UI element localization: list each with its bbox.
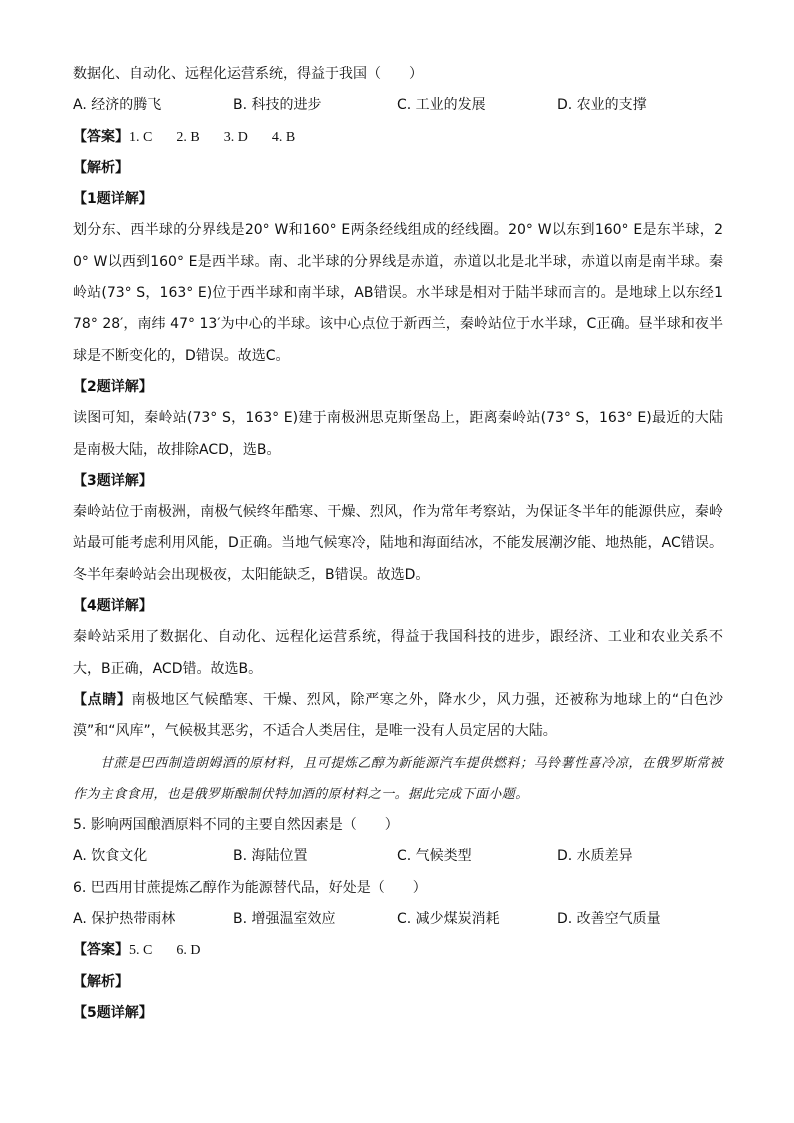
question-6-option-c: C. 减少煤炭消耗	[397, 911, 500, 928]
tip-text: 南极地区气候酷寒、干燥、烈风，除严寒之外，降水少，风力强，还被称为地球上的“白色沙漠”和“风库”，气候极其恶劣，不适合人类居住，是唯一没有人员定居的大陆。	[73, 691, 723, 740]
answer-line-2	[73, 935, 723, 966]
question-4-option-d: D. 农业的支撑	[557, 97, 647, 114]
answer-item: 4. B	[271, 129, 296, 145]
answer-item: 1. C	[129, 129, 153, 145]
question-5-stem: 5. 影响两国酿酒原料不同的主要自然因素是（ ）	[73, 817, 399, 834]
tip-label: 【点睛】	[73, 691, 132, 708]
detail-5-heading: 【5题详解】	[73, 1004, 153, 1021]
question-4-stem: 数据化、自动化、远程化运营系统，得益于我国（ ）	[73, 66, 423, 82]
question-4-option-a: A. 经济的腾飞	[73, 97, 162, 114]
question-5-option-a: A. 饮食文化	[73, 848, 148, 865]
question-5-option-d: D. 水质差异	[557, 848, 633, 865]
answer-line-1	[73, 122, 723, 153]
answer-item: 6. D	[176, 943, 201, 959]
detail-1-heading: 【1题详解】	[73, 191, 153, 208]
tip-paragraph	[73, 685, 723, 748]
question-4-option-b: B. 科技的进步	[233, 97, 322, 114]
question-5-option-b: B. 海陆位置	[233, 848, 308, 865]
detail-3-heading: 【3题详解】	[73, 472, 153, 489]
question-6-option-b: B. 增强温室效应	[233, 911, 336, 928]
question-5-option-c: C. 气候类型	[397, 848, 472, 865]
analysis-label: 【解析】	[73, 973, 129, 990]
detail-4-text: 秦岭站采用了数据化、自动化、远程化运营系统，得益于我国科技的进步，跟经济、工业和农业关系不大，B正确，ACD错。故选B。	[73, 629, 723, 677]
analysis-label: 【解析】	[73, 159, 129, 176]
document-page	[73, 59, 723, 1029]
answer-label: 【答案】	[73, 128, 129, 145]
detail-2-text: 读图可知，秦岭站(73° S，163° E)建于南极洲思克斯堡岛上，距离秦岭站(73° S，163° E)最近的大陆是南极大陆，故排除ACD，选B。	[73, 410, 723, 458]
reading-passage: 甘蔗是巴西制造朗姆酒的原材料，且可提炼乙醇为新能源汽车提供燃料；马铃薯性喜冷凉，在俄罗斯常被作为主食食用，也是俄罗斯酿制伏特加酒的原材料之一。据此完成下面小题。	[73, 755, 723, 802]
question-6-options	[73, 904, 723, 935]
detail-4-heading: 【4题详解】	[73, 598, 153, 615]
question-5-options	[73, 841, 723, 872]
answer-item: 2. B	[176, 129, 200, 145]
question-6-stem: 6. 巴西用甘蔗提炼乙醇作为能源替代品，好处是（ ）	[73, 879, 427, 896]
answer-label: 【答案】	[73, 942, 129, 959]
answer-item: 5. C	[129, 943, 153, 959]
question-4-options	[73, 90, 723, 121]
detail-1-text: 划分东、西半球的分界线是20° W和160° E两条经线组成的经线圈。20° W以东到160° E是东半球，20° W以西到160° E是西半球。南、北半球的分界线是赤道，赤道以北是北半球，赤道以南是南半球。秦岭站(73° S，163° E)位于西半球和南半球，AB错误。水半球是相对于陆半球而言的。是地球上以东经178° 28′，南纬 47° 13′为中心的半球。该中心点位于新西兰，秦岭站位于水半球，C正确。昼半球和夜半球是不断变化的，D错误。故选C。	[73, 222, 723, 364]
answer-item: 3. D	[223, 129, 248, 145]
question-6-option-a: A. 保护热带雨林	[73, 911, 176, 928]
detail-2-heading: 【2题详解】	[73, 378, 153, 395]
detail-3-text: 秦岭站位于南极洲，南极气候终年酷寒、干燥、烈风，作为常年考察站，为保证冬半年的能源供应，秦岭站最可能考虑利用风能，D正确。当地气候寒冷，陆地和海面结冰，不能发展潮汐能、地热能，AC错误。冬半年秦岭站会出现极夜，太阳能缺乏，B错误。故选D。	[73, 504, 723, 583]
question-4-option-c: C. 工业的发展	[397, 97, 486, 114]
question-6-option-d: D. 改善空气质量	[557, 911, 661, 928]
